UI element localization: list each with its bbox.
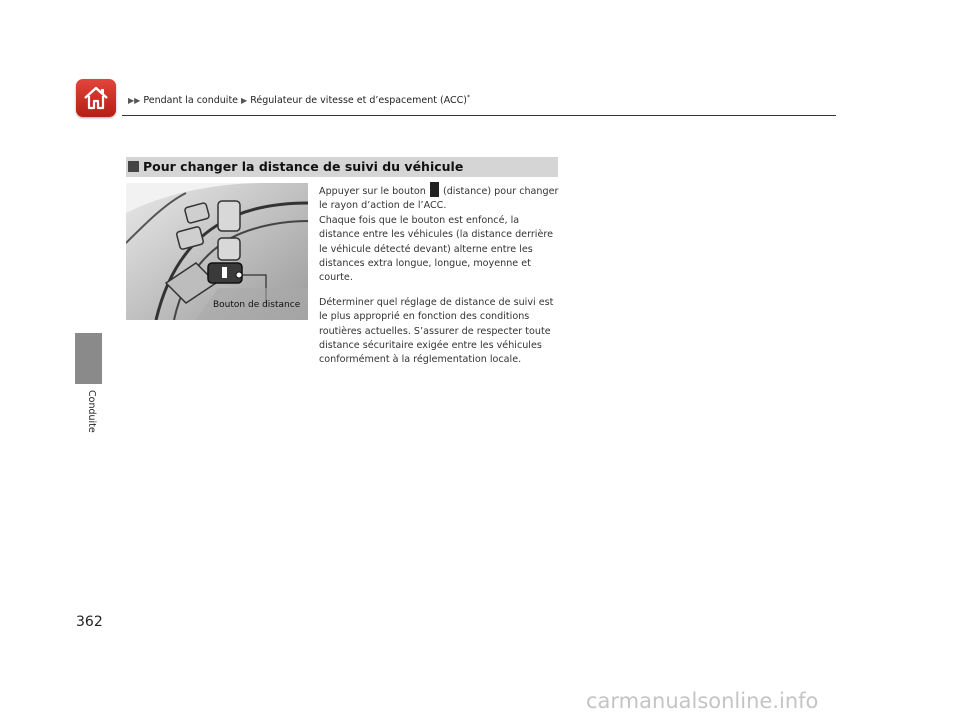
- breadcrumb-arrow-icon: ▶▶: [128, 96, 141, 106]
- distance-button-icon: [430, 182, 439, 197]
- body-text: [319, 182, 559, 378]
- paragraph: Appuyer sur le bouton (distance) pour changer le rayon d’action de l’ACC. Chaque fois que le bouton est enfoncé, la distance entre les véhicules (la distance derrière le véhicule détecté devant) alterne entre les distances extra longue, longue, moyenne et courte.: [319, 182, 559, 286]
- figure-label: Bouton de distance: [213, 300, 301, 310]
- breadcrumb: [128, 94, 470, 106]
- breadcrumb-item[interactable]: Régulateur de vitesse et d’espacement (ACC): [250, 95, 467, 107]
- section-bullet-icon: [128, 161, 139, 172]
- paragraph: Déterminer quel réglage de distance de suivi est le plus approprié en fonction des conditions routières actuelles. S’assurer de respecter toute distance sécuritaire exigée entre les véhicules conformément à la réglementation locale.: [319, 296, 554, 366]
- footnote-marker: *: [467, 94, 470, 101]
- home-button[interactable]: [76, 79, 116, 117]
- section-title: Pour changer la distance de suivi du véhicule: [143, 159, 464, 174]
- footer-watermark: carmanualsonline.info: [586, 689, 819, 713]
- page-number: 362: [76, 614, 103, 630]
- section-header: [126, 157, 558, 177]
- breadcrumb-item[interactable]: Pendant la conduite: [143, 95, 239, 107]
- breadcrumb-arrow-icon: ▶: [241, 96, 248, 106]
- chapter-label: Conduite: [86, 390, 97, 433]
- chapter-tab[interactable]: [75, 333, 102, 384]
- home-icon: [82, 84, 110, 112]
- header-rule: [122, 115, 836, 116]
